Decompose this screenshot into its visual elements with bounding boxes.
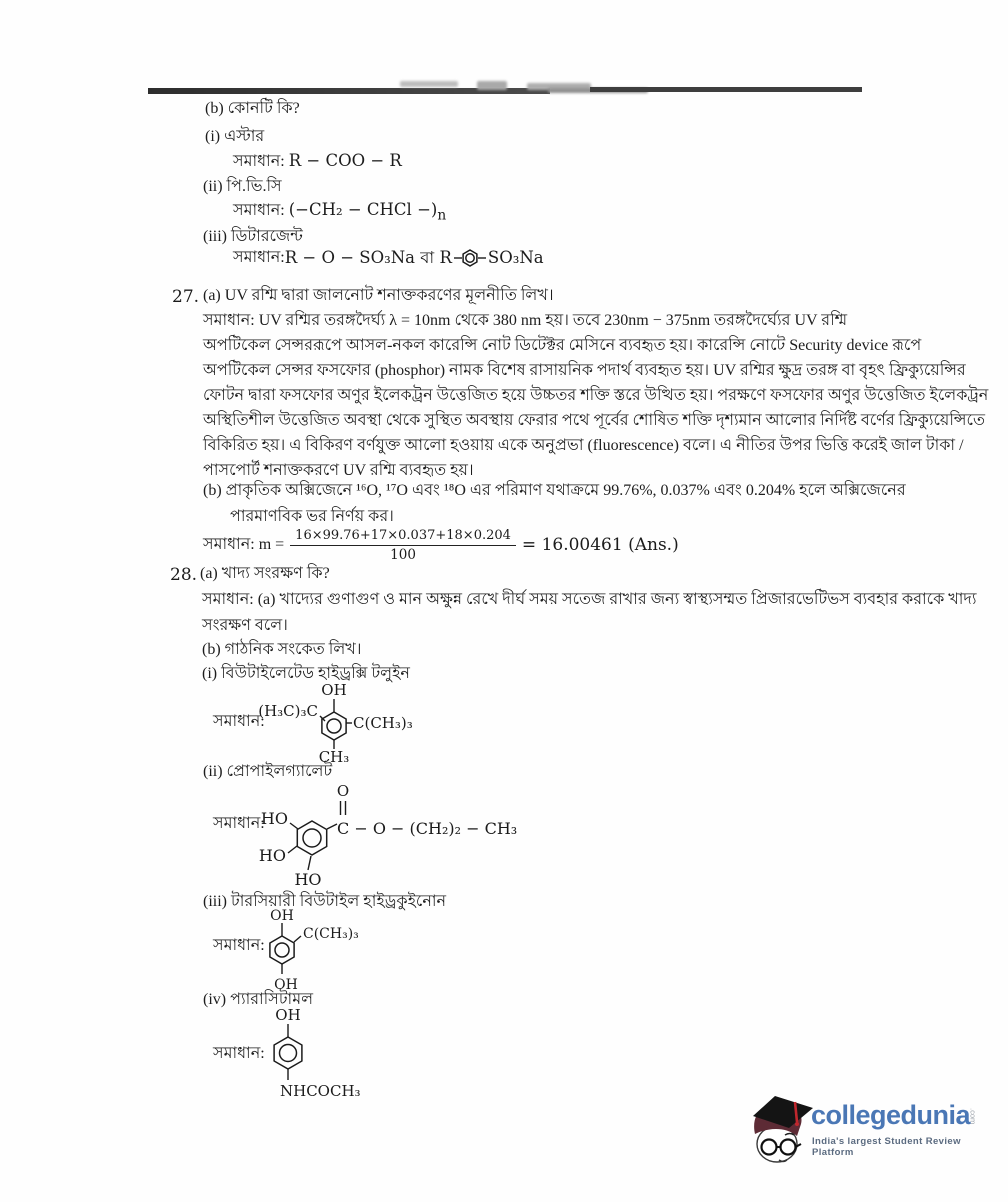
q28b-item-iii-label: (iii) টারসিয়ারী বিউটাইল হাইড্রকুইনোন (203, 893, 447, 910)
q27b-result: = 16.00461 (Ans.) (521, 535, 679, 555)
q28b-item-ii-label: (ii) প্রোপাইলগ্যালেট (203, 763, 333, 780)
fraction (290, 528, 516, 563)
fraction-denominator: 100 (390, 546, 416, 563)
q28a-solution-line2: সংরক্ষণ বলে। (202, 617, 288, 634)
q28-number: 28. (170, 565, 198, 585)
q26b-item-ii-label: (ii) পি.ভি.সি (203, 178, 282, 195)
q27a-solution-line: পাসপোর্ট শনাক্তকরণে UV রশ্মি ব্যবহৃত হয়। (203, 462, 474, 479)
solution-label: সমাধান: (233, 249, 285, 266)
detergent-formula-post: SO₃Na (487, 247, 544, 267)
tbhq-oh-top-label: OH (270, 908, 294, 924)
collegedunia-mascot-icon (745, 1094, 817, 1166)
solution-label: সমাধান: (213, 713, 265, 730)
benzene-ring-icon (453, 247, 487, 269)
q27a-solution-line: বিকিরিত হয়। এ বিকিরণ বর্ণযুক্ত আলো হওয়ায় একে অনুপ্রভা (fluorescence) বলে। এ নীতির উপর ভিত্তি করেই জাল টাকা / (203, 437, 964, 454)
q26b-item-iii-solution (233, 247, 544, 269)
collegedunia-brand-text: collegedunia (811, 1100, 971, 1130)
top-rule-right (590, 87, 862, 92)
q27a-solution-line: ফোটন দ্বারা ফসফোর অণুর ইলেকট্রন উত্তেজিত হয়ে উচ্চতর শক্তি স্তরে উত্থিত হয়। পরক্ষণে ফসফোর অণুর উত্তেজিত ইলেকট্রন (203, 387, 989, 404)
fraction-numerator: 16×99.76+17×0.037+18×0.204 (290, 528, 516, 546)
pg-ho-top-label: HO (260, 809, 288, 828)
pvc-formula: (−CH₂ − CHCl $-)_n$ (288, 200, 447, 224)
pg-ho-bottom-label: HO (294, 870, 322, 889)
q28a-heading: (a) খাদ্য সংরক্ষণ কি? (200, 565, 330, 582)
bht-right-label: C(CH₃)₃ (353, 714, 413, 732)
q28b-item-i-label: (i) বিউটাইলেটেড হাইড্রক্সি টলুইন (202, 665, 410, 682)
tbhq-structure (248, 906, 398, 994)
bht-left-label: (H₃C)₃C (258, 702, 318, 720)
para-oh-label: OH (275, 1006, 301, 1024)
collegedunia-tld-text: .com (968, 1108, 978, 1125)
ester-formula: R − COO − R (288, 151, 402, 170)
bht-oh-label: OH (321, 681, 347, 699)
q27b-solution-prefix: সমাধান: m = (203, 536, 285, 553)
pg-o-top-label: O (336, 782, 350, 800)
collegedunia-tagline: India's largest Student Review Platform (812, 1136, 961, 1158)
bht-structure (252, 680, 467, 764)
pvc-formula-subscript: n (437, 207, 447, 224)
pg-ho-mid-label: HO (258, 846, 286, 865)
q27a-heading: (a) UV রশ্মি দ্বারা জালনোট শনাক্তকরণের মূলনীতি লিখ। (203, 287, 554, 304)
q28b-heading: (b) গাঠনিক সংকেত লিখ। (202, 641, 362, 658)
para-nhcoch3-label: NHCOCH₃ (280, 1082, 361, 1100)
paracetamol-structure (250, 1006, 420, 1104)
solution-label: সমাধান: (233, 202, 285, 219)
detergent-formula-pre: R − O − SO₃Na বা R (284, 247, 452, 267)
solution-label: সমাধান: (213, 815, 265, 832)
q27b-solution (203, 527, 679, 563)
q27b-question-line1: (b) প্রাকৃতিক অক্সিজেনে ¹⁶O, ¹⁷O এবং ¹⁸O এর পরিমাণ যথাক্রমে 99.76%, 0.037% এবং 0.204% হলে অক্সিজেনের (203, 482, 906, 499)
pg-chain-label: C − O − (CH₂)₂ − CH₃ (337, 819, 518, 838)
q27a-solution-line: অস্থিতিশীল উত্তেজিত অবস্থা থেকে সুস্থিত অবস্থায় ফেরার পথে পূর্বের শোষিত শক্তি দৃশ্যমান আলোর নির্দিষ্ট বর্ণের ফ্রিক্যুয়েন্সিতে (203, 412, 985, 429)
q27-number: 27. (172, 287, 200, 307)
q27b-question-line2: পারমাণবিক ভর নির্ণয় কর। (230, 508, 394, 525)
q26b-item-i-label: (i) এস্টার (205, 128, 265, 145)
solution-label: সমাধান: (213, 937, 265, 954)
collegedunia-logo (745, 1094, 997, 1166)
q26b-item-i-solution (233, 151, 402, 172)
scan-smudge-1 (400, 81, 458, 87)
solution-label: সমাধান: (233, 153, 285, 170)
solution-label: সমাধান: (213, 1045, 265, 1062)
scan-smudge-2 (477, 81, 507, 90)
tbhq-oh-bottom-label: OH (274, 977, 298, 993)
q26b-item-iii-label: (iii) ডিটারজেন্ট (203, 228, 303, 245)
q27a-solution-line: সমাধান: UV রশ্মির তরঙ্গদৈর্ঘ্য λ = 10nm থেকে 380 nm হয়। তবে 230nm − 375nm তরঙ্গদৈর্ঘ্যের UV রশ্মি (203, 312, 848, 329)
bht-bottom-label: CH₃ (318, 748, 350, 764)
q27a-solution-paragraph (203, 311, 989, 486)
q28a-solution-line1: সমাধান: (a) খাদ্যের গুণাগুণ ও মান অক্ষুন্ন রেখে দীর্ঘ সময় সতেজ রাখার জন্য স্বাস্থ্যসম্মত প্রিজারভেটিভস ব্যবহার করাকে খাদ্য (202, 591, 977, 608)
q28b-item-iv-label: (iv) প্যারাসিটামল (203, 991, 313, 1008)
q26b-heading: (b) কোনটি কি? (205, 100, 300, 117)
tbhq-right-label: C(CH₃)₃ (303, 926, 359, 942)
q27a-solution-line: অপটিকেল সেন্সররূপে আসল-নকল কারেন্সি নোট ডিটেক্টর মেসিনে ব্যবহৃত হয়। কারেন্সি নোটে Security device রূপে (203, 337, 922, 354)
propyl-gallate-structure (250, 782, 570, 890)
q27a-solution-line: অপটিকেল সেন্সর ফসফোর (phosphor) নামক বিশেষ রাসায়নিক পদার্থ ব্যবহৃত হয়। UV রশ্মির ক্ষুদ্র তরঙ্গ বা বৃহৎ ফ্রিক্যুয়েন্সির (203, 362, 966, 379)
q26b-item-ii-solution (233, 200, 446, 224)
